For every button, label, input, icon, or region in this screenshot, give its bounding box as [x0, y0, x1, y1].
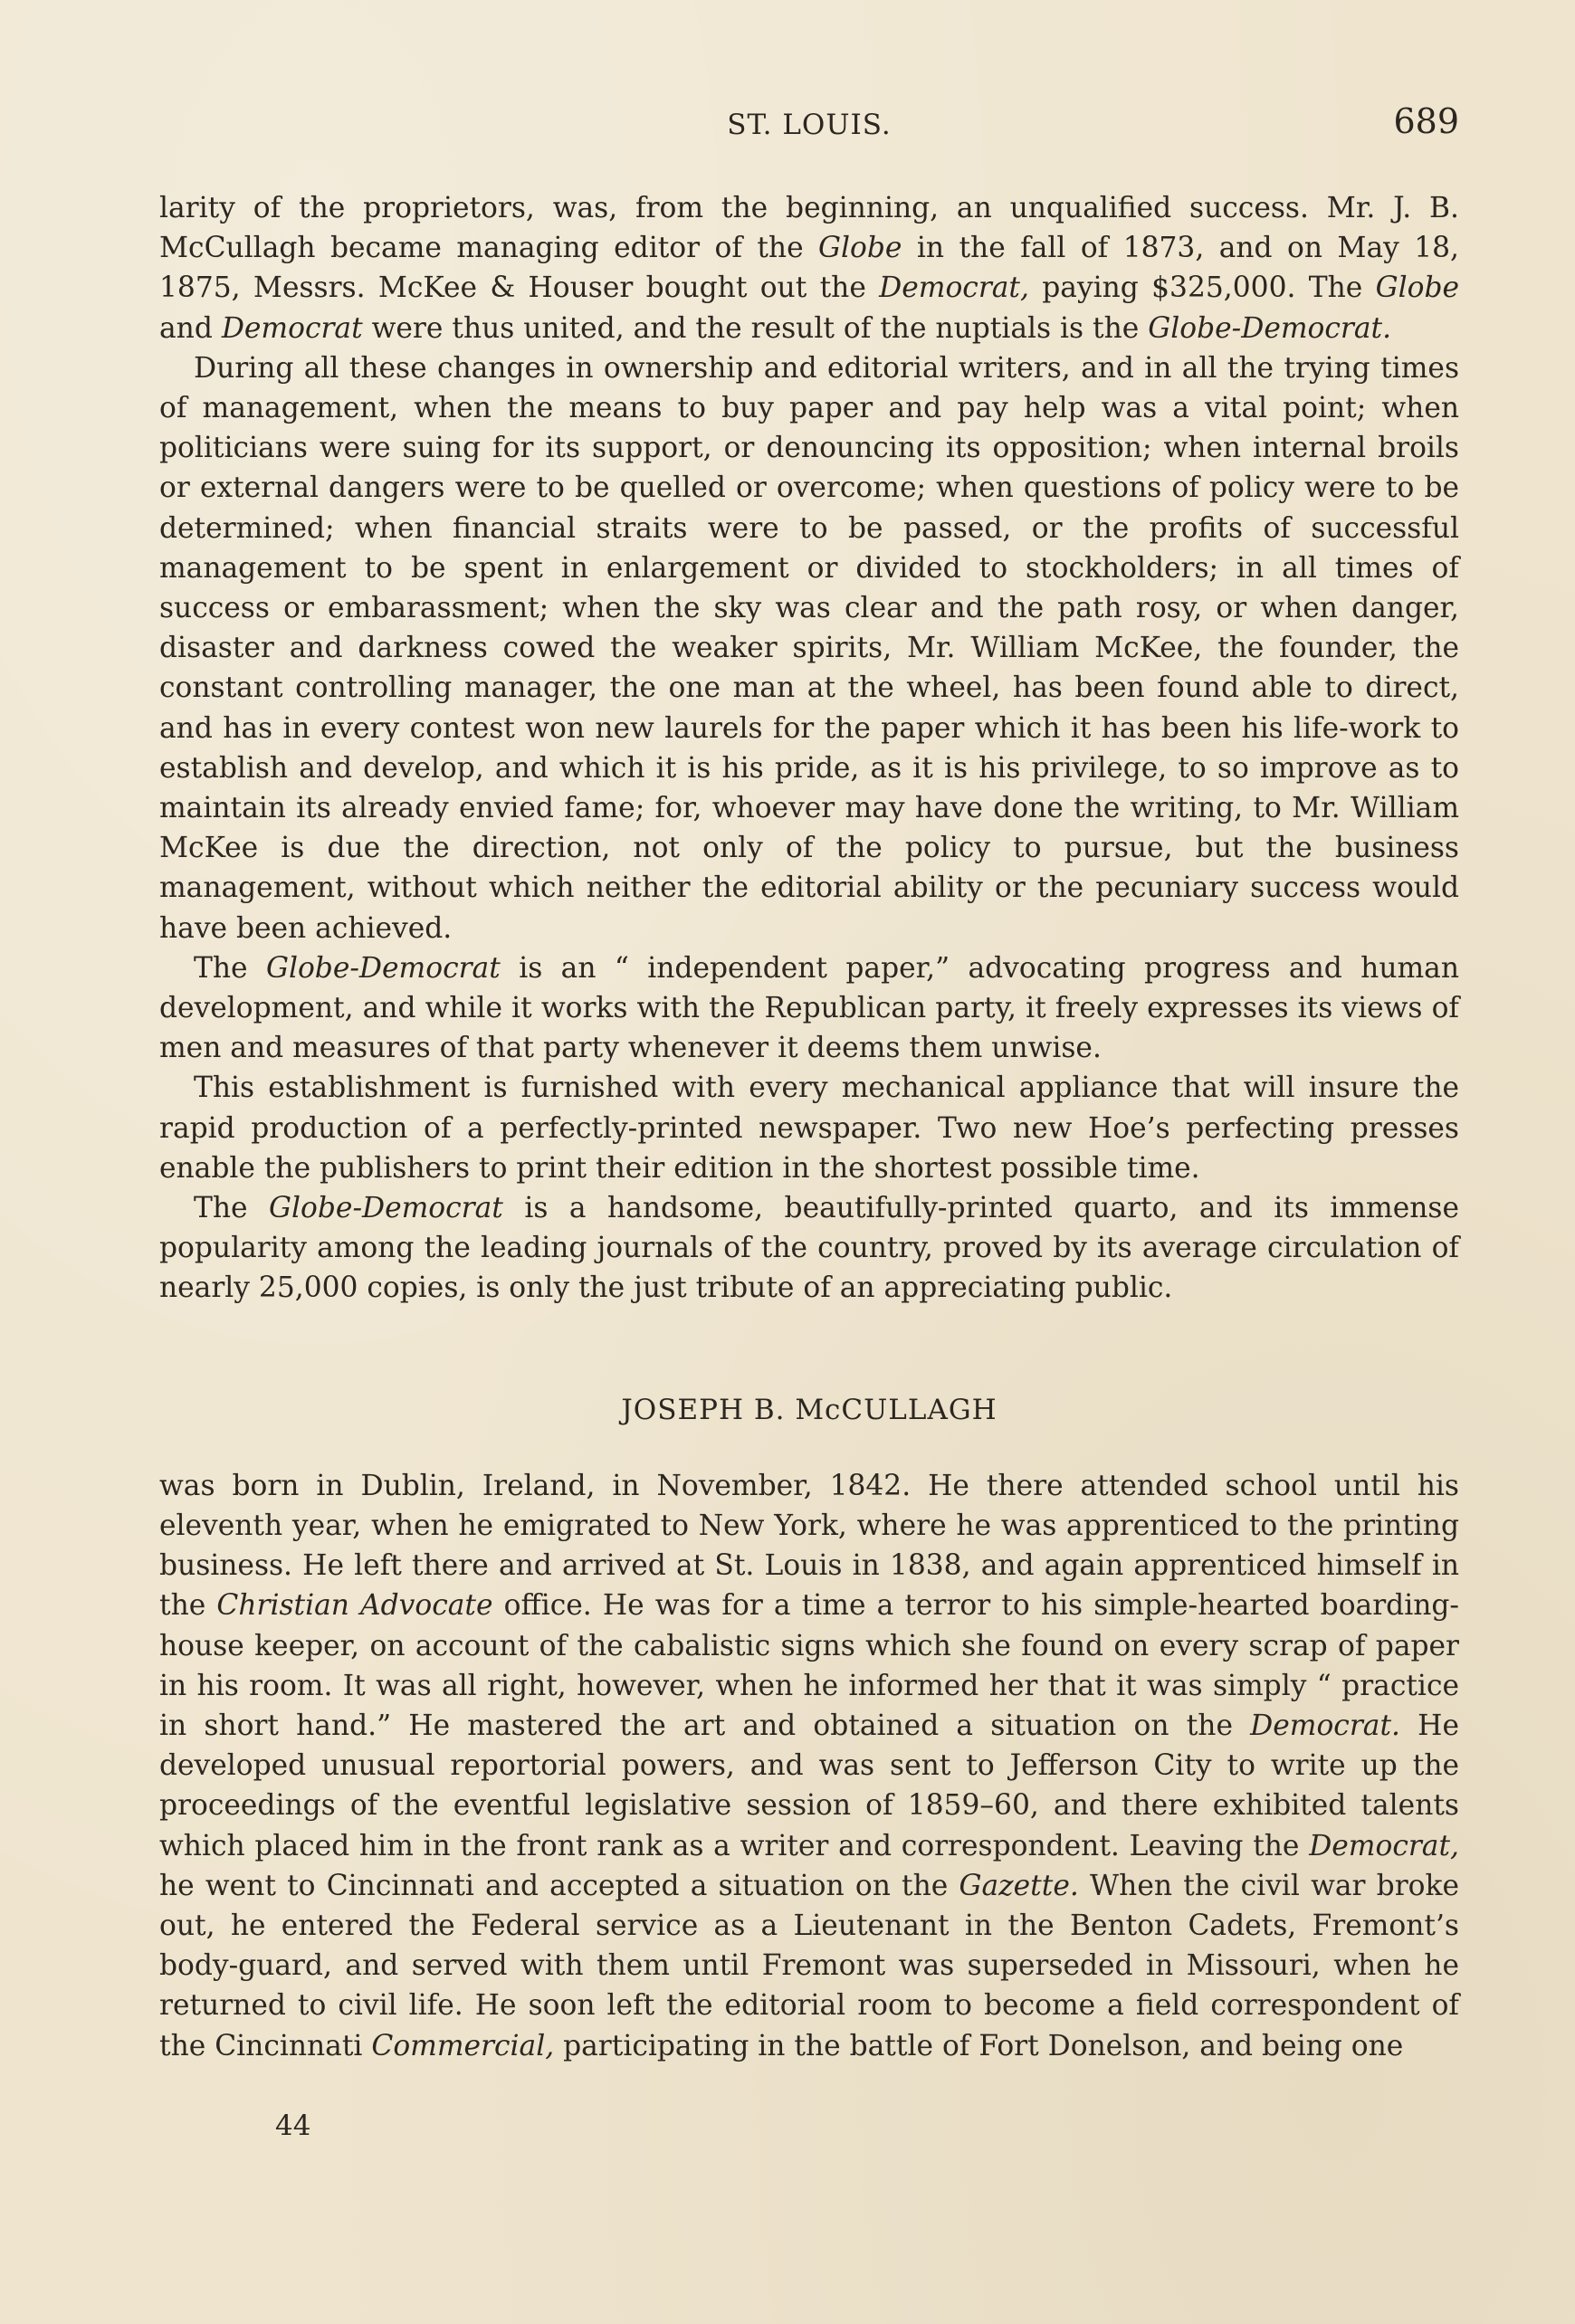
paragraph — [159, 188, 1459, 348]
paragraph — [159, 348, 1459, 948]
body-text — [159, 188, 1459, 2066]
text-run: he went to Cincinnati and accepted a situation on the — [159, 1869, 959, 1902]
italic-run: Democrat, — [1309, 1829, 1459, 1862]
text-run: office. He was for a time a terror to his simple-hearted boarding-house keeper, on account of the cabalistic signs which she found on every scrap of paper in his room. It was all right, however, when he informed her that it was simply “ practice in short hand.” He mastered the art and obtained a situation on the — [159, 1589, 1459, 1742]
text-run: This establishment is furnished with every mechanical appliance that will insure the rapid production of a perfectly-printed newspaper. Two new Hoe’s perfecting presses enable the publishers to print their edition in the shortest possible time. — [159, 1072, 1459, 1185]
text-run: is a handsome, beautifully-printed quarto, and its immense popularity among the leading journals of the country, proved by its average circulation of nearly 25,000 copies, is only the just tribute of an appreciating public. — [159, 1192, 1459, 1305]
italic-run: Globe — [818, 232, 902, 265]
text-run: He developed unusual reportorial powers, and was sent to Jefferson City to write up the proceedings of the eventful legislative session of 1859–60, and there exhibited talents which placed him in the front rank as a writer and correspondent. Leaving the — [159, 1709, 1459, 1862]
italic-run: Globe — [1375, 271, 1460, 305]
italic-run: Democrat, — [879, 271, 1029, 305]
book-page — [159, 90, 1459, 2262]
text-run: were thus united, and the result of the nuptials is the — [362, 311, 1149, 345]
italic-run: Christian Advocate — [216, 1589, 493, 1623]
italic-run: Gazette. — [959, 1869, 1079, 1902]
paragraph — [159, 1466, 1459, 2066]
article-globe-democrat — [159, 188, 1459, 1309]
italic-run: Commercial, — [371, 2029, 555, 2062]
text-run: The — [194, 951, 266, 985]
paragraph — [159, 1068, 1459, 1188]
text-run: During all these changes in ownership and editorial writers, and in all the trying times of management, when the means to buy paper and pay help was a vital point; when politicians were suing for its support, or denouncing its opposition; when internal broils or external dangers were to be quelled or overcome; when questions of policy were to be determined; when financial straits were to be passed, or the profits of successful management to be spent in enlargement or divided to stockholders; in all times of success or embarassment; when the sky was clear and the path rosy, or when danger, disaster and darkness cowed the weaker spirits, Mr. William McKee, the founder, the constant controlling manager, the one man at the wheel, has been found able to direct, and has in every contest won new laurels for the paper which it has been his life-work to establish and develop, and which it is his pride, as it is his privilege, to so improve as to maintain its already envied fame; for, whoever may have done the writing, to Mr. William McKee is due the direction, not only of the policy to pursue, but the business management, without which neither the editorial ability or the pecuniary success would have been achieved. — [159, 351, 1459, 945]
page-number: 689 — [1393, 101, 1459, 141]
section-heading: JOSEPH B. McCULLAGH — [621, 1393, 998, 1426]
running-title: ST. LOUIS. — [727, 109, 892, 141]
article-mccullagh — [159, 1466, 1459, 2066]
text-run: The — [194, 1192, 270, 1225]
italic-run: Democrat — [221, 311, 363, 345]
running-head — [159, 90, 1459, 147]
signature-mark: 44 — [275, 2109, 311, 2142]
text-run: larity of the proprietors, was, from the beginning, an unqualified success. Mr. J. B. McCullagh became managing editor of the — [159, 192, 1459, 265]
italic-run: Globe-Democrat — [265, 951, 501, 985]
text-run: participating in the battle of Fort Donelson, and being one — [554, 2029, 1404, 2062]
paragraph — [159, 948, 1459, 1069]
paragraph — [159, 1188, 1459, 1309]
italic-run: Globe-Democrat — [269, 1192, 503, 1225]
text-run: in the fall of 1873, and on May 18, 1875, Messrs. McKee & Houser bought out the — [159, 232, 1459, 305]
text-run: and — [159, 311, 222, 345]
italic-run: Democrat. — [1250, 1709, 1400, 1742]
text-run: is an “ independent paper,” advocating progress and human development, and while it works with the Republican party, it freely expresses its views of men and measures of that party whenever it deems them unwise. — [159, 951, 1459, 1065]
text-run: When the civil war broke out, he entered the Federal service as a Lieutenant in the Benton Cadets, Fremont’s body-guard, and served with them until Fremont was superseded in Missouri, when he returned to civil life. He soon left the editorial room to become a field correspondent of the Cincinnati — [159, 1869, 1460, 2062]
text-run: was born in Dublin, Ireland, in November, 1842. He there attended school until his eleventh year, when he emigrated to New York, where he was apprenticed to the printing business. He left there and arrived at St. Louis in 1838, and again apprenticed himself in the — [159, 1469, 1459, 1623]
italic-run: Globe-Democrat. — [1148, 311, 1392, 345]
text-run: paying $325,000. The — [1028, 271, 1376, 305]
